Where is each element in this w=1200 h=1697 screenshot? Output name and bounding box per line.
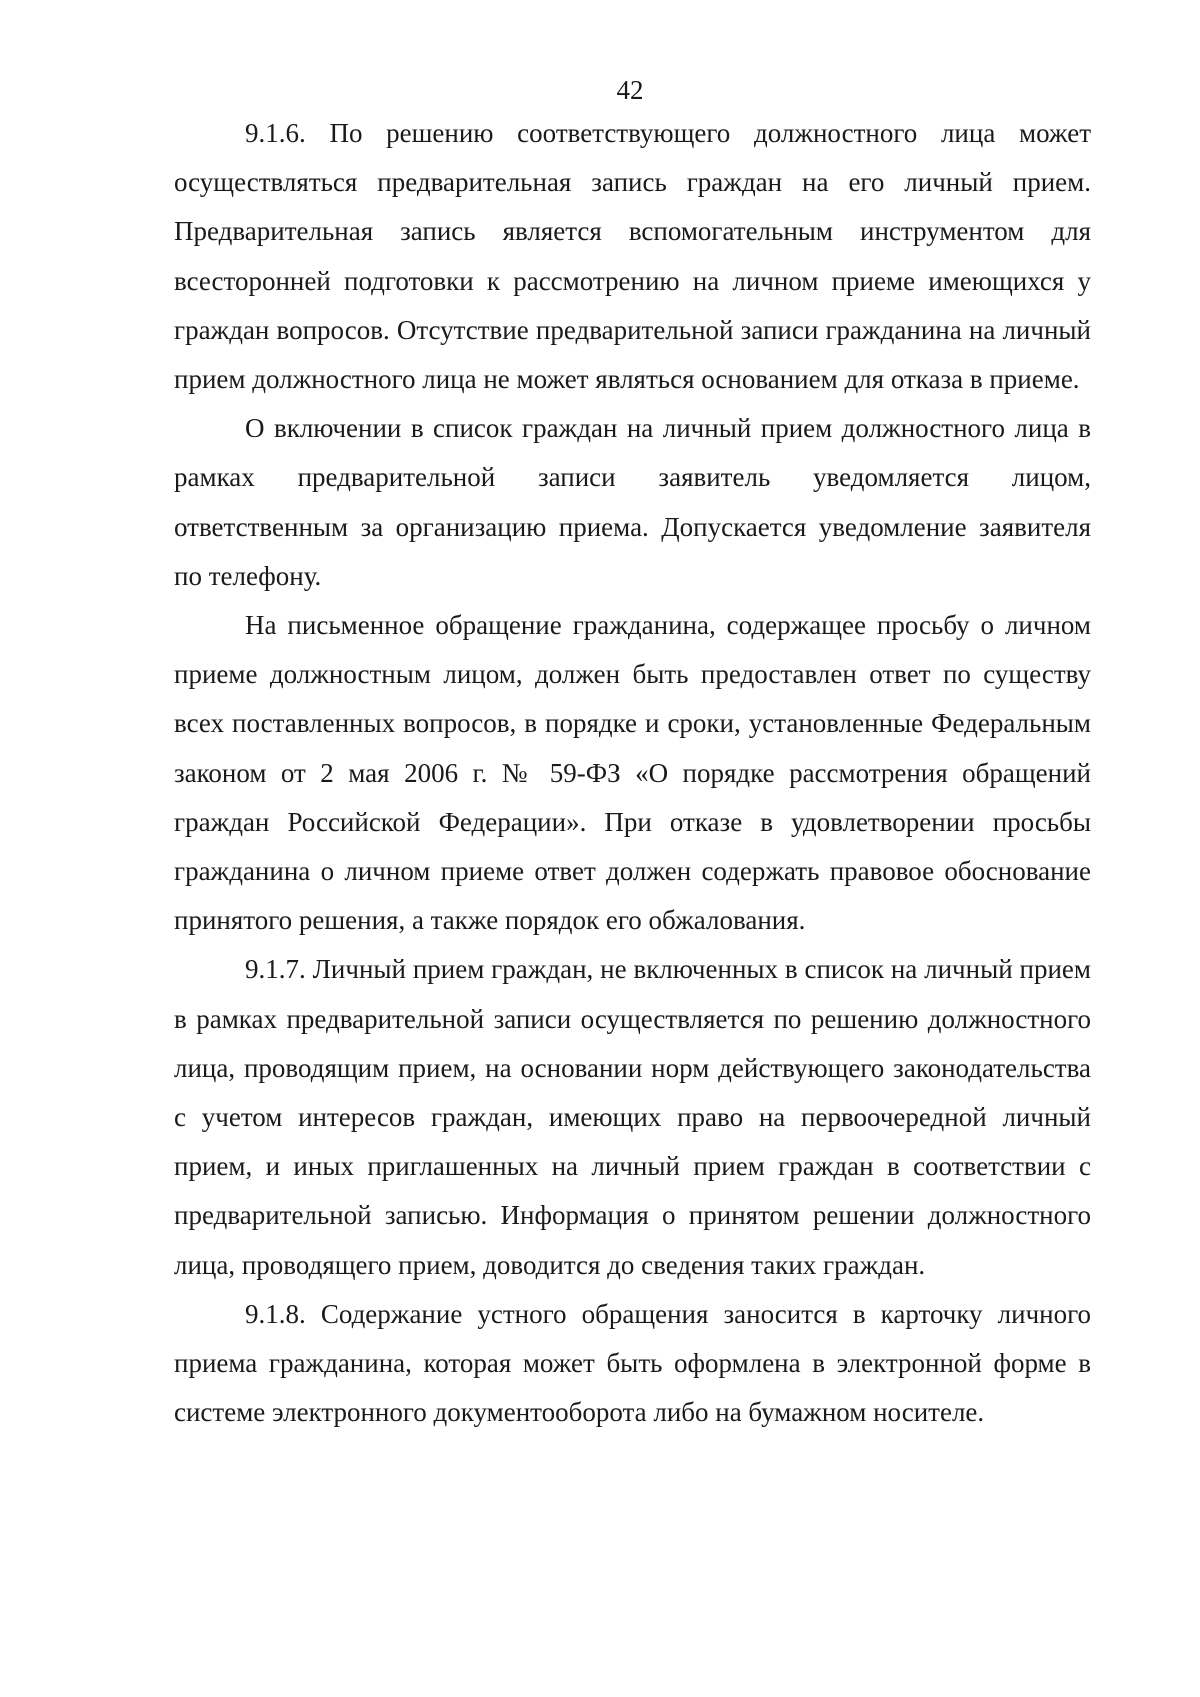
paragraph-9-1-8: 9.1.8. Содержание устного обращения заносится в карточку личного приема гражданина, которая может быть оформлена в электронной форме в системе электронного документооборота либо на бумажном носителе.	[174, 1298, 1091, 1428]
document-body	[174, 109, 1091, 1437]
paragraph-9-1-7: 9.1.7. Личный прием граждан, не включенных в список на личный прием в рамках предварительной записи осуществляется по решению должностного лица, проводящим прием, на основании норм действующего законодательства с учетом интересов граждан, имеющих право на первоочередной личный прием, и иных приглашенных на личный прием граждан в соответствии с предварительной записью. Информация о принятом решении должностного лица, проводящего прием, доводится до сведения таких граждан.	[174, 954, 1091, 1280]
page-number: 42	[616, 75, 644, 105]
paragraph-notification: О включении в список граждан на личный прием должностного лица в рамках предварительной записи заявитель уведомляется лицом, ответственным за организацию приема. Допускается уведомление заявителя по телефону.	[174, 413, 1091, 591]
paragraph-written-request: На письменное обращение гражданина, содержащее просьбу о личном приеме должностным лицом, должен быть предоставлен ответ по существу всех поставленных вопросов, в порядке и сроки, установленные Федеральным законом от 2 мая 2006 г. № 59-ФЗ «О порядке рассмотрения обращений граждан Российской Федерации». При отказе в удовлетворении просьбы гражданина о личном приеме ответ должен содержать правовое обоснование принятого решения, а также порядок его обжалования.	[174, 610, 1091, 936]
paragraph-9-1-6: 9.1.6. По решению соответствующего должностного лица может осуществляться предварительная запись граждан на его личный прием. Предварительная запись является вспомогательным инструментом для всесторонней подготовки к рассмотрению на личном приеме имеющихся у граждан вопросов. Отсутствие предварительной записи гражданина на личный прием должностного лица не может являться основанием для отказа в приеме.	[174, 118, 1091, 395]
